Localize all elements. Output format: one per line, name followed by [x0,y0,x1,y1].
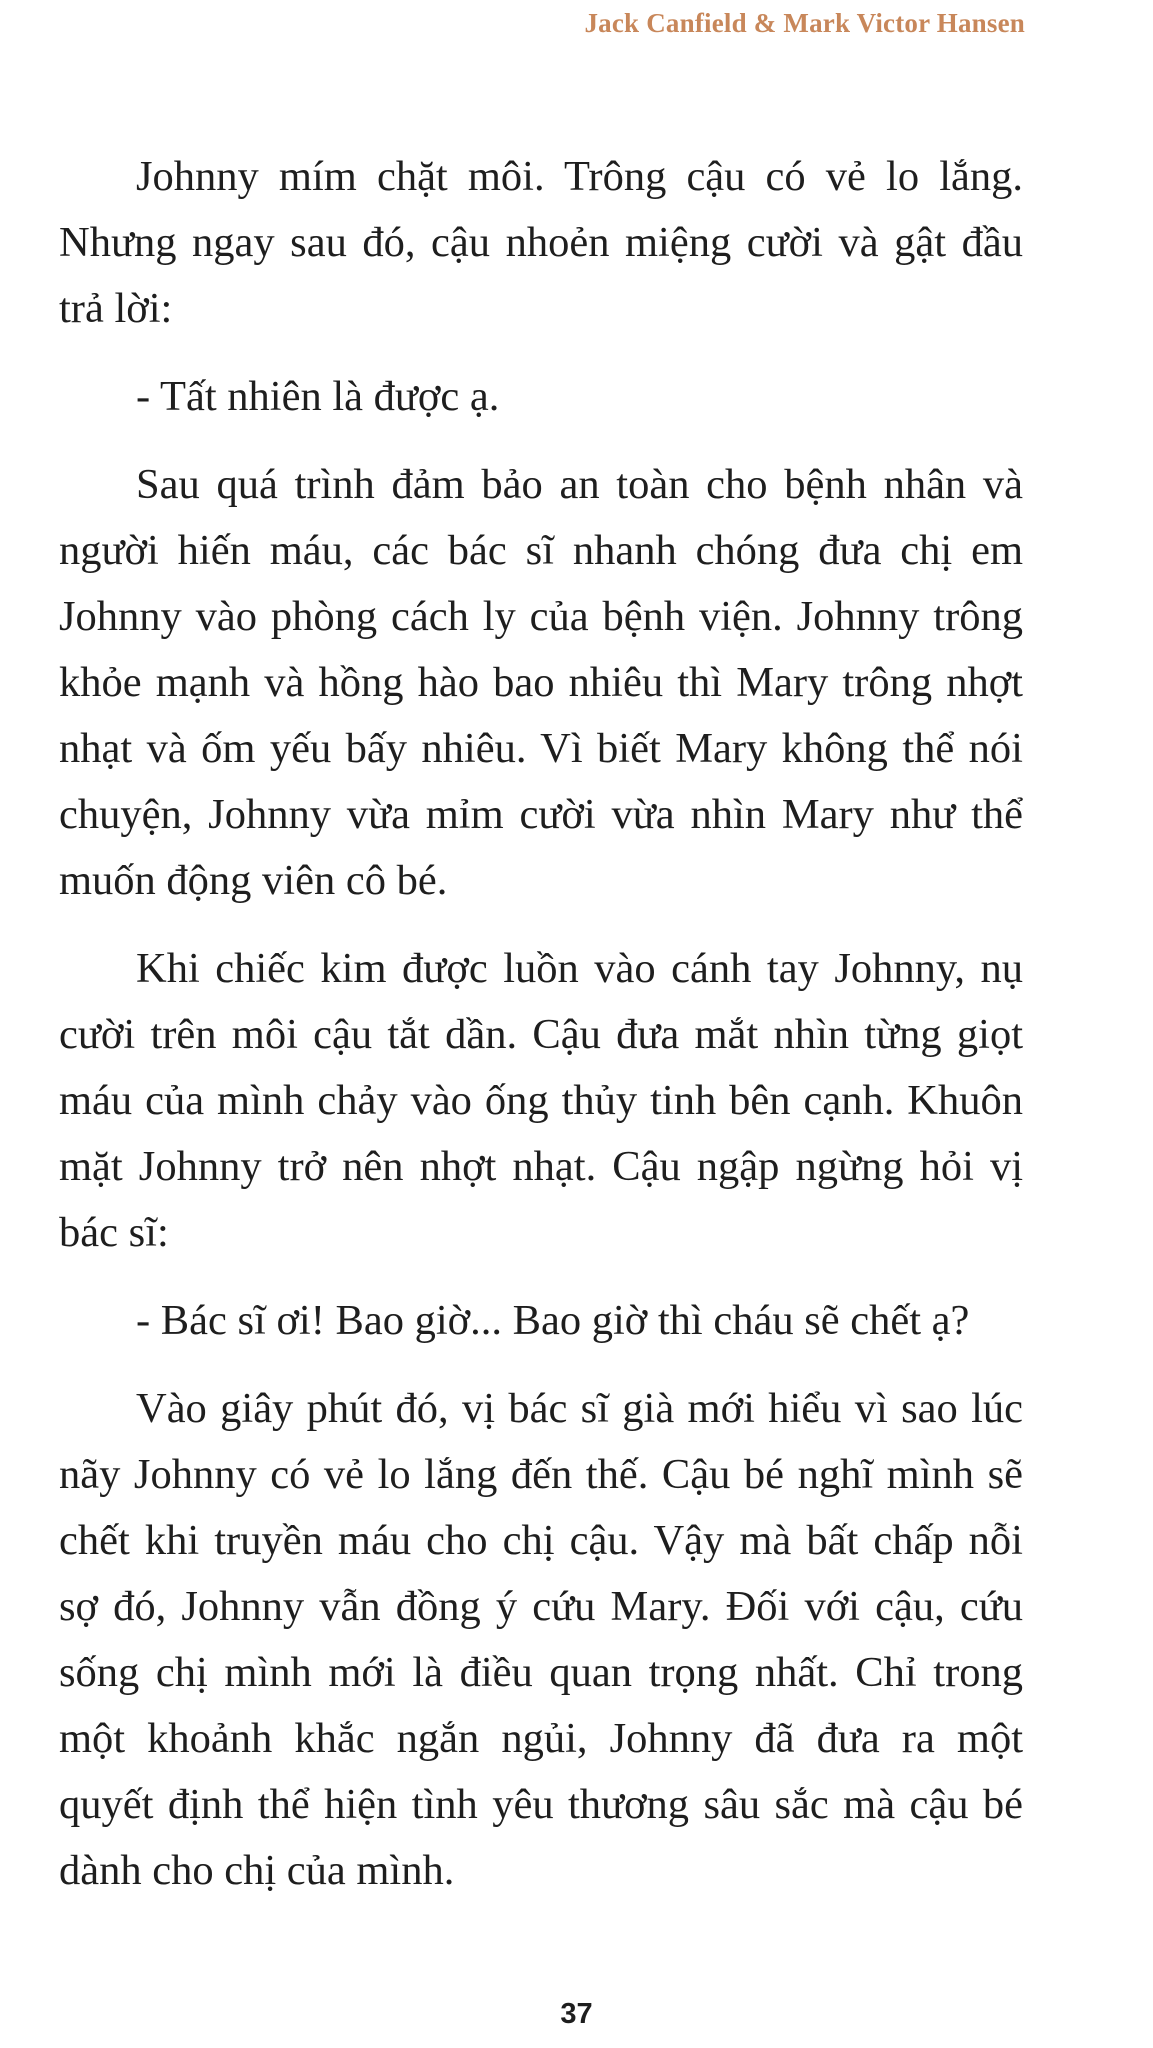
dialogue-line: - Tất nhiên là được ạ. [136,373,500,420]
paragraph: Khi chiếc kim được luồn vào cánh tay Johnny, nụ cười trên môi cậu tắt dần. Cậu đưa mắt nhìn từng giọt máu của mình chảy vào ống thủy tinh bên cạnh. Khuôn mặt Johnny trở nên nhợt nhạt. Cậu ngập ngừng hỏi vị bác sĩ: [59,945,1023,1256]
page-number: 37 [560,1998,593,2030]
paragraph: Vào giây phút đó, vị bác sĩ già mới hiểu vì sao lúc nãy Johnny có vẻ lo lắng đến thế. Cậu bé nghĩ mình sẽ chết khi truyền máu cho chị cậu. Vậy mà bất chấp nỗi sợ đó, Johnny vẫn đồng ý cứu Mary. Đối với cậu, cứu sống chị mình mới là điều quan trọng nhất. Chỉ trong một khoảnh khắc ngắn ngủi, Johnny đã đưa ra một quyết định thể hiện tình yêu thương sâu sắc mà cậu bé dành cho chị của mình. [59,1385,1023,1894]
page-body-text [59,144,1023,1904]
paragraph: Sau quá trình đảm bảo an toàn cho bệnh nhân và người hiến máu, các bác sĩ nhanh chóng đưa chị em Johnny vào phòng cách ly của bệnh viện. Johnny trông khỏe mạnh và hồng hào bao nhiêu thì Mary trông nhợt nhạt và ốm yếu bấy nhiêu. Vì biết Mary không thể nói chuyện, Johnny vừa mỉm cười vừa nhìn Mary như thể muốn động viên cô bé. [59,461,1023,904]
dialogue-line: - Bác sĩ ơi! Bao giờ... Bao giờ thì cháu sẽ chết ạ? [136,1297,970,1344]
paragraph: Johnny mím chặt môi. Trông cậu có vẻ lo lắng. Nhưng ngay sau đó, cậu nhoẻn miệng cười và gật đầu trả lời: [59,153,1023,332]
running-header-authors: Jack Canfield & Mark Victor Hansen [584,8,1025,38]
